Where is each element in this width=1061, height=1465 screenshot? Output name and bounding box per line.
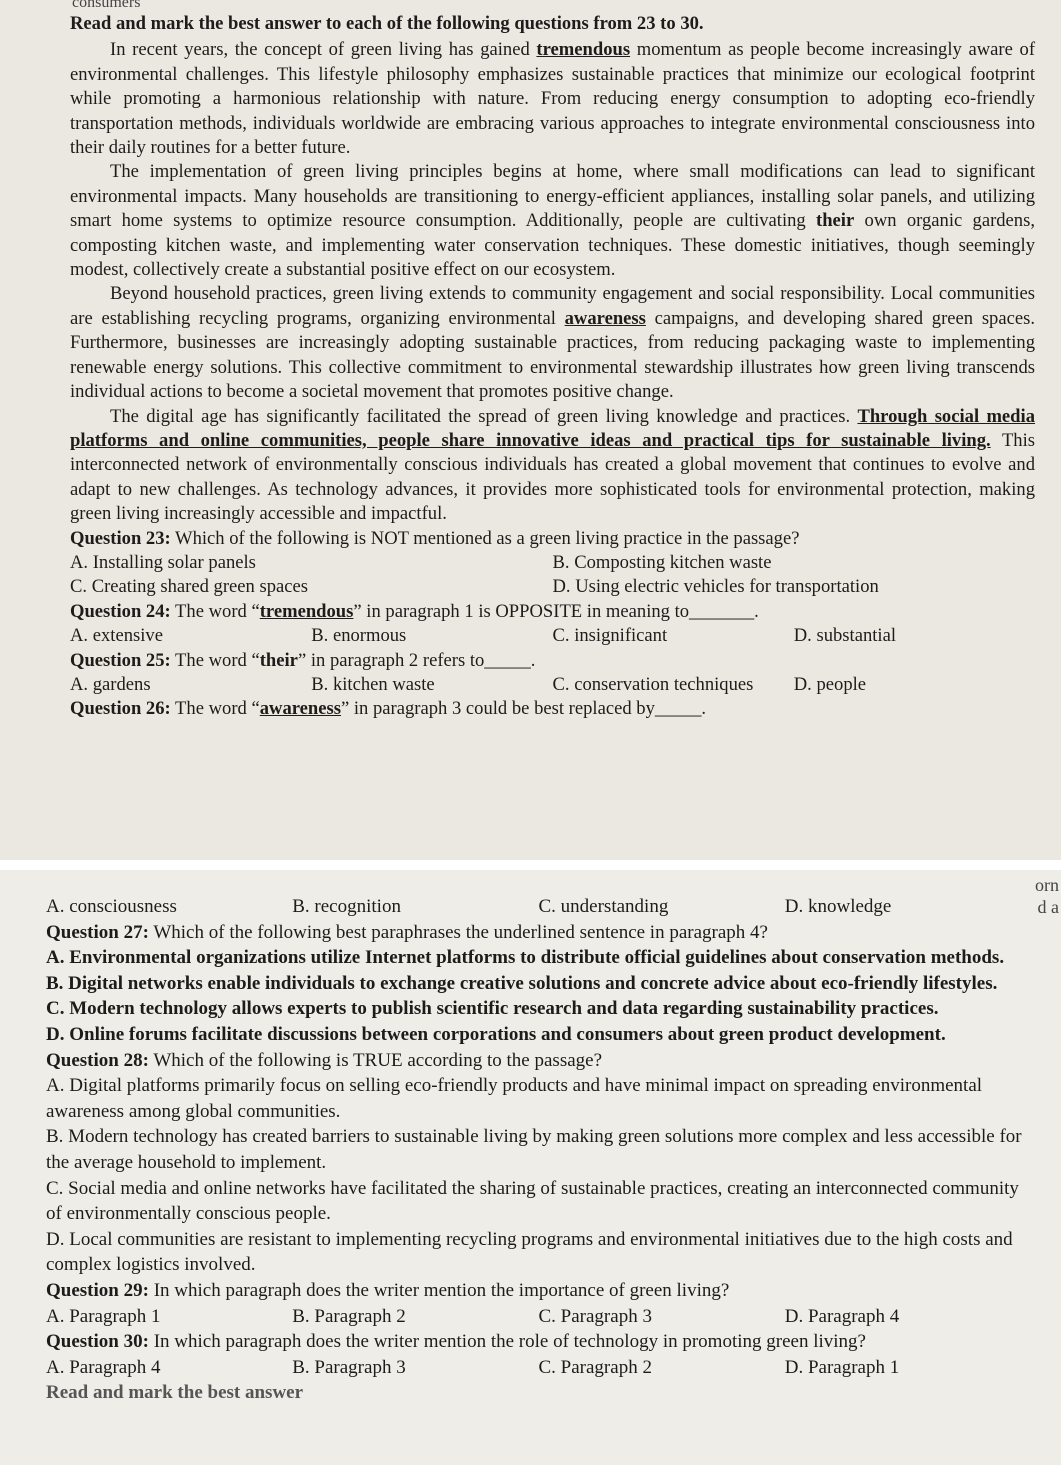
option-27-a[interactable]: A. Environmental organizations utilize Internet platforms to distribute official guidelines about conservation methods. [46,947,1005,969]
option-27-d[interactable]: D. Online forums facilitate discussions between corporations and consumers about green product development. [46,1023,946,1045]
option-30-c[interactable]: C. Paragraph 2 [538,1356,652,1378]
paragraph-3 [70,282,1035,404]
cut-off-text-top: consumers [72,0,141,11]
question-25-label: Question 25: [70,649,171,671]
option-26-c[interactable]: C. understanding [538,896,669,917]
question-27 [46,920,1031,1048]
question-29 [46,1278,1031,1329]
option-23-c[interactable]: C. Creating shared green spaces [70,576,309,598]
option-23-d[interactable]: D. Using electric vehicles for transportation [552,576,879,598]
option-25-d[interactable]: D. people [793,673,867,695]
option-29-c[interactable]: C. Paragraph 3 [538,1305,652,1327]
question-24-word: tremendous [259,600,354,622]
question-30-label: Question 30: [46,1331,149,1353]
paragraph-1 [70,38,1035,160]
reading-passage [70,12,1035,722]
question-24-label: Question 24: [70,600,171,622]
option-26-a[interactable]: A. consciousness [46,896,177,917]
underlined-sentence: Through social media platforms and online communities, people share innovative ideas and practical tips for sustainable living. [70,405,1035,451]
question-29-label: Question 29: [46,1279,149,1301]
questions-continued [46,894,1031,1404]
option-25-b[interactable]: B. kitchen waste [311,673,435,695]
paragraph-3-text-b: campaigns, and developing shared green spaces. Furthermore, businesses are increasingly adopting sustainable practices, from reducing packaging waste to implementing renewable energy solutions. This collective commitment to environmental stewardship illustrates how green living transcends individual actions to become a societal movement that promotes positive change. [70,307,1035,403]
question-28 [46,1048,1031,1278]
option-26-b[interactable]: B. recognition [292,896,401,917]
option-25-c[interactable]: C. conservation techniques [552,673,754,695]
option-23-a[interactable]: A. Installing solar panels [70,551,256,573]
question-30-text: In which paragraph does the writer mention the role of technology in promoting green living? [148,1331,866,1353]
question-27-label: Question 27: [46,921,149,943]
question-26-label: Question 26: [70,698,171,720]
question-23-text: Which of the following is NOT mentioned as a green living practice in the passage? [170,527,800,549]
option-27-b[interactable]: B. Digital networks enable individuals to exchange creative solutions and concrete advice about eco-friendly lifestyles. [46,972,998,994]
question-26-text-pre: The word “ [170,698,260,720]
paragraph-3-text-a: Beyond household practices, green living extends to community engagement and social responsibility. Local communities are establishing recycling programs, organizing environmental [70,283,1035,329]
question-24-text-post: ” in paragraph 1 is OPPOSITE in meaning to_______. [353,600,759,622]
option-28-b[interactable]: B. Modern technology has created barriers to sustainable living by making green solutions more complex and less accessible for the average household to implement. [46,1126,1022,1173]
edge-cut-text-2: d a [1037,897,1059,917]
question-28-label: Question 28: [46,1049,149,1071]
option-23-b[interactable]: B. Composting kitchen waste [552,551,772,573]
option-28-d[interactable]: D. Local communities are resistant to implementing recycling programs and environmental initiatives due to the high costs and complex logistics involved. [46,1228,1013,1276]
edge-cut-text-1: orn [1035,875,1059,895]
question-25-text-pre: The word “ [170,649,260,671]
underlined-word-awareness: awareness [564,307,646,329]
instruction-heading: Read and mark the best answer to each of the following questions from 23 to 30. [70,13,704,34]
option-24-d[interactable]: D. substantial [793,625,897,647]
option-25-a[interactable]: A. gardens [70,673,151,695]
bold-word-their: their [816,210,855,232]
question-25-text-post: ” in paragraph 2 refers to_____. [297,649,536,671]
paragraph-4-text-b: This interconnected network of environmentally conscious individuals has created a global movement that continues to evolve and adapt to new challenges. As technology advances, it provides more sophisticated tools for environmental protection, making green living increasingly accessible and impactful. [70,429,1035,525]
question-26-options [46,894,1031,920]
photo-separator [0,860,1061,870]
option-26-d[interactable]: D. knowledge [784,896,892,917]
option-30-b[interactable]: B. Paragraph 3 [292,1356,406,1378]
paragraph-4 [70,405,1035,527]
question-28-text: Which of the following is TRUE according to the passage? [148,1049,603,1071]
underlined-word-tremendous: tremendous [536,39,631,61]
question-26-word: awareness [259,698,341,720]
option-29-b[interactable]: B. Paragraph 2 [292,1305,406,1327]
question-27-text: Which of the following best paraphrases the underlined sentence in paragraph 4? [148,921,768,943]
question-25 [70,649,1035,698]
edge-cut-text [1035,874,1059,918]
option-29-a[interactable]: A. Paragraph 1 [46,1305,161,1327]
question-26-text-post: ” in paragraph 3 could be best replaced by_____. [340,698,707,720]
option-30-a[interactable]: A. Paragraph 4 [46,1356,161,1378]
option-28-a[interactable]: A. Digital platforms primarily focus on selling eco-friendly products and have minimal impact on spreading environmental awareness among global communities. [46,1075,983,1122]
paragraph-2-text-b: own organic gardens, composting kitchen waste, and implementing water conservation techniques. These domestic initiatives, though seemingly modest, collectively create a substantial positive effect on our ecosystem. [70,210,1035,281]
question-30 [46,1329,1031,1380]
option-24-c[interactable]: C. insignificant [552,625,668,647]
paragraph-1-text-b: momentum as people become increasingly aware of environmental challenges. This lifestyle philosophy emphasizes sustainable practices that minimize our ecological footprint while promoting a harmonious relationship with nature. From reducing energy consumption to adopting eco-friendly transportation methods, individuals worldwide are embracing various approaches to integrate environmental consciousness into their daily routines for a better future. [70,39,1036,159]
option-24-b[interactable]: B. enormous [311,625,407,647]
question-24-text-pre: The word “ [170,600,260,622]
option-29-d[interactable]: D. Paragraph 4 [784,1305,900,1327]
cut-off-text-bottom: Read and mark the best answer [46,1382,304,1404]
question-24 [70,600,1035,649]
page-photo-bottom [0,870,1061,1465]
paragraph-2 [70,160,1035,282]
option-27-c[interactable]: C. Modern technology allows experts to publish scientific research and data regarding sustainability practices. [46,998,939,1020]
option-28-c[interactable]: C. Social media and online networks have facilitated the sharing of sustainable practices, creating an interconnected community of environmentally conscious people. [46,1177,1019,1225]
option-30-d[interactable]: D. Paragraph 1 [784,1356,900,1378]
paragraph-1-text-a: In recent years, the concept of green living has gained [110,39,537,61]
question-25-word: their [259,649,298,671]
question-23 [70,527,1035,600]
question-23-label: Question 23: [70,527,171,549]
question-26-stem [70,697,1035,721]
paragraph-2-text-a: The implementation of green living principles begins at home, where small modifications can lead to significant environmental impacts. Many households are transitioning to energy-efficient appliances, installing solar panels, and utilizing smart home systems to optimize resource consumption. Additionally, people are cultivating [70,161,1035,232]
paragraph-4-text-a: The digital age has significantly facilitated the spread of green living knowledge and practices. [110,405,858,427]
option-24-a[interactable]: A. extensive [70,625,163,647]
question-29-text: In which paragraph does the writer mention the importance of green living? [148,1279,730,1301]
